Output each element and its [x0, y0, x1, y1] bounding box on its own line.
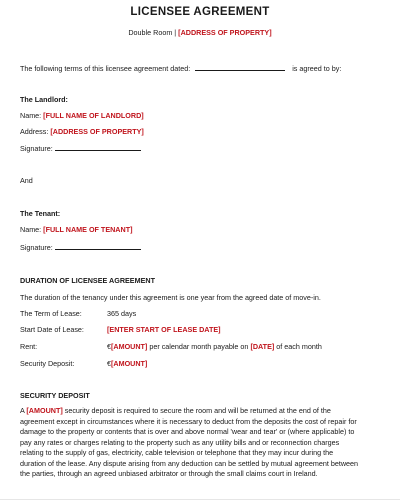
- intro-after-text: is agreed to by:: [292, 64, 342, 73]
- tenant-name-placeholder: [FULL NAME OF TENANT]: [43, 225, 133, 234]
- security-line-3: damage to the property or contents that is over and above normal 'wear and tear' or (where applicable) to: [20, 427, 355, 436]
- document-subtitle: [0, 28, 400, 37]
- landlord-address-placeholder: [ADDRESS OF PROPERTY]: [50, 127, 144, 136]
- deposit-value: [107, 359, 147, 368]
- landlord-name-placeholder: [FULL NAME OF LANDLORD]: [43, 111, 144, 120]
- landlord-signature-label: Signature:: [20, 144, 53, 153]
- landlord-address-line: [20, 127, 144, 136]
- rent-amount-placeholder: [AMOUNT]: [111, 342, 148, 351]
- term-label: The Term of Lease:: [20, 309, 82, 318]
- security-line-5: relating to the supply of gas, electricity, cable television or telephone that they may incur during the: [20, 448, 334, 457]
- deposit-currency: €: [107, 359, 111, 368]
- security-line-2: agreement except in circumstances where it is necessary to deduct from the deposits the cost of repair for: [20, 416, 357, 426]
- landlord-heading: The Landlord:: [20, 95, 68, 104]
- date-blank-line: [195, 63, 285, 71]
- tenant-name-line: [20, 225, 132, 234]
- rent-date-placeholder: [DATE]: [250, 342, 275, 351]
- intro-text: The following terms of this licensee agreement dated:: [20, 64, 191, 73]
- room-type: Double Room |: [128, 28, 177, 37]
- duration-intro: The duration of the tenancy under this agreement is one year from the agreed date of move-in.: [20, 293, 321, 302]
- tenant-signature-label: Signature:: [20, 243, 53, 252]
- intro-line: [20, 63, 341, 73]
- landlord-signature-blank: [55, 143, 141, 151]
- security-paragraph: [20, 406, 388, 480]
- rent-end-text: of each month: [276, 342, 322, 351]
- document-title: LICENSEE AGREEMENT: [130, 6, 270, 18]
- security-prefix: A: [20, 406, 25, 415]
- security-line-4: pay any rates or charges relating to the property such as any utility bills and or reconnection charges: [20, 437, 340, 447]
- and-text: And: [20, 176, 33, 185]
- duration-heading: DURATION OF LICENSEE AGREEMENT: [20, 276, 155, 285]
- deposit-amount-placeholder: [AMOUNT]: [111, 359, 148, 368]
- rent-mid-text: per calendar month payable on: [149, 342, 249, 351]
- security-line-6: duration of the lease. Any dispute arising from any deduction can be settled by mutual agreement between: [20, 458, 359, 468]
- landlord-name-line: [20, 111, 144, 120]
- property-address-placeholder: [ADDRESS OF PROPERTY]: [178, 28, 272, 37]
- rent-label: Rent:: [20, 342, 38, 351]
- start-date-label: Start Date of Lease:: [20, 325, 84, 334]
- page-bottom-divider: [0, 499, 400, 500]
- security-line-7: the parties, through an agreed unbiased arbitrator or through the small claims court in Ireland.: [20, 469, 318, 478]
- tenant-signature-line: [20, 242, 141, 252]
- security-line-1-text: security deposit is required to secure the room and will be returned at the end of the: [64, 406, 331, 415]
- security-amount-placeholder: [AMOUNT]: [26, 406, 63, 415]
- deposit-label: Security Deposit:: [20, 359, 75, 368]
- landlord-address-label: Address:: [20, 127, 49, 136]
- rent-value: [107, 342, 322, 351]
- landlord-name-label: Name:: [20, 111, 42, 120]
- security-heading: SECURITY DEPOSIT: [20, 391, 90, 400]
- start-date-placeholder: [ENTER START OF LEASE DATE]: [107, 325, 221, 334]
- rent-currency: €: [107, 342, 111, 351]
- tenant-heading: The Tenant:: [20, 209, 61, 218]
- term-value: 365 days: [107, 309, 137, 318]
- landlord-signature-line: [20, 143, 141, 153]
- tenant-name-label: Name:: [20, 225, 42, 234]
- security-line-1: [20, 406, 388, 417]
- tenant-signature-blank: [55, 242, 141, 250]
